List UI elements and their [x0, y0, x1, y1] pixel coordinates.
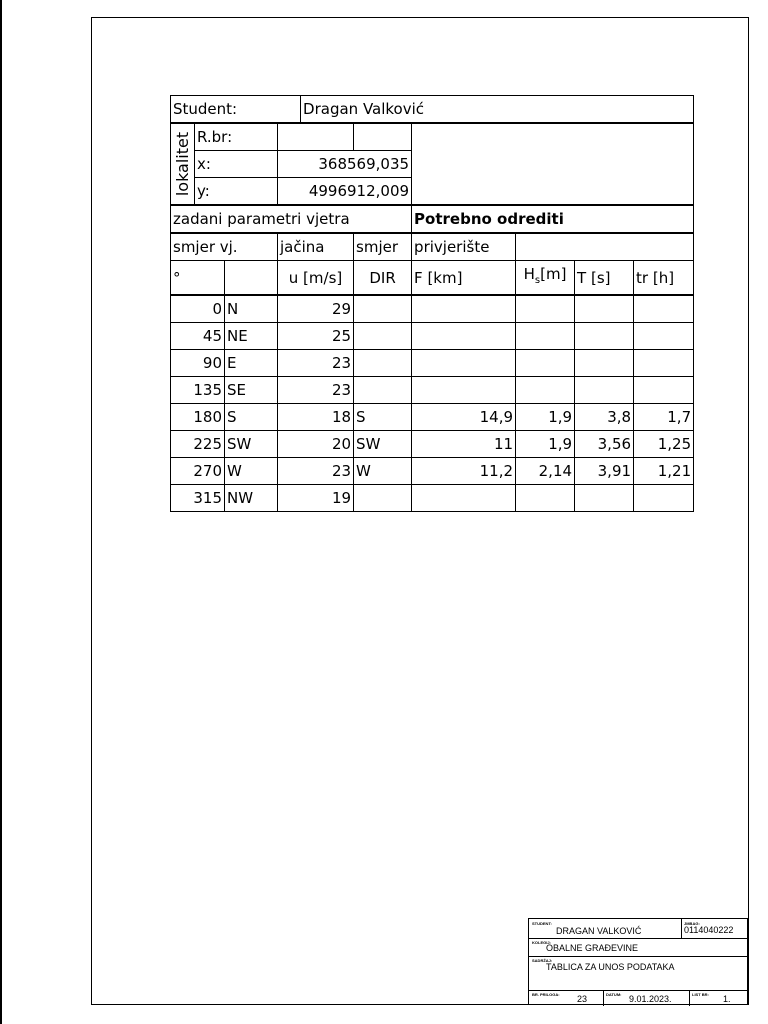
cell-tr — [634, 295, 694, 323]
cell-u: 18 — [278, 404, 354, 431]
student-name: Dragan Valković — [301, 96, 694, 124]
cell-tr — [634, 350, 694, 377]
header-f: F [km] — [412, 261, 516, 296]
x-value: 368569,035 — [278, 151, 412, 178]
cell-tr: 1,25 — [634, 431, 694, 458]
cell-tr — [634, 323, 694, 350]
cell-tr: 1,7 — [634, 404, 694, 431]
tb-sadrzaj-label: SADRŽAJ: — [532, 958, 553, 963]
cell-f — [412, 485, 516, 512]
cell-u: 25 — [278, 323, 354, 350]
hs-unit: [m] — [540, 265, 567, 283]
table-row — [171, 458, 694, 485]
cell-hs: 1,9 — [516, 431, 575, 458]
header-row-2 — [171, 261, 694, 296]
cell-deg: 315 — [171, 485, 225, 512]
table-row — [171, 377, 694, 404]
cell-dir — [354, 323, 412, 350]
cell-f: 14,9 — [412, 404, 516, 431]
cell-hs — [516, 377, 575, 404]
tb-prilog-value: 23 — [577, 994, 588, 1004]
cell-hs — [516, 295, 575, 323]
wind-params-label: zadani parametri vjetra — [171, 205, 412, 233]
cell-deg: 225 — [171, 431, 225, 458]
cell-u: 23 — [278, 458, 354, 485]
cell-u: 19 — [278, 485, 354, 512]
cell-dir-name: N — [225, 295, 278, 323]
cell-f — [412, 350, 516, 377]
cell-deg: 180 — [171, 404, 225, 431]
lokalitet-empty — [412, 123, 694, 205]
rbr-value — [278, 123, 354, 151]
cell-dir: S — [354, 404, 412, 431]
cell-tr: 1,21 — [634, 458, 694, 485]
header-jacina: jačina — [278, 233, 354, 261]
header-hs — [516, 261, 575, 296]
section-header-row — [171, 205, 694, 233]
cell-hs — [516, 485, 575, 512]
cell-hs: 2,14 — [516, 458, 575, 485]
table-row — [171, 323, 694, 350]
cell-dir-name: NE — [225, 323, 278, 350]
tb-jmbag-value: 0114040222 — [684, 925, 734, 935]
data-rows — [171, 295, 694, 512]
header-deg: ° — [171, 261, 225, 296]
tb-kolegij-value: OBALNE GRAĐEVINE — [546, 943, 639, 953]
table-row — [171, 485, 694, 512]
table-row — [171, 350, 694, 377]
header-t: T [s] — [575, 261, 634, 296]
header-empty-2 — [225, 261, 278, 296]
cell-u: 20 — [278, 431, 354, 458]
cell-dir — [354, 485, 412, 512]
header-row-1 — [171, 233, 694, 261]
cell-hs: 1,9 — [516, 404, 575, 431]
cell-dir-name: NW — [225, 485, 278, 512]
cell-hs — [516, 323, 575, 350]
cell-dir-name: SW — [225, 431, 278, 458]
tb-student-label: STUDENT: — [532, 921, 552, 926]
student-label: Student: — [171, 96, 301, 124]
tb-student-value: DRAGAN VALKOVIĆ — [556, 926, 642, 936]
header-smjer-vj: smjer vj. — [171, 233, 278, 261]
rbr-extra — [354, 123, 412, 151]
table-row — [171, 404, 694, 431]
cell-dir-name: SE — [225, 377, 278, 404]
tb-datum-label: DATUM: — [606, 992, 622, 997]
cell-deg: 270 — [171, 458, 225, 485]
header-smjer: smjer — [354, 233, 412, 261]
tb-kolegij-label: KOLEGIJ: — [532, 940, 551, 945]
cell-deg: 0 — [171, 295, 225, 323]
cell-t — [575, 485, 634, 512]
lokalitet-cell — [171, 123, 195, 205]
cell-dir — [354, 295, 412, 323]
rbr-label: R.br: — [195, 123, 278, 151]
rbr-row — [171, 123, 694, 151]
cell-t: 3,56 — [575, 431, 634, 458]
tb-bottom-row — [529, 990, 747, 1006]
table-row — [171, 295, 694, 323]
cell-t — [575, 323, 634, 350]
cell-t — [575, 350, 634, 377]
hs-sub: s — [534, 275, 541, 286]
left-edge-line — [0, 0, 2, 1024]
y-label: y: — [195, 178, 278, 206]
cell-tr — [634, 485, 694, 512]
cell-u: 29 — [278, 295, 354, 323]
cell-deg: 135 — [171, 377, 225, 404]
cell-deg: 90 — [171, 350, 225, 377]
title-block — [528, 918, 748, 1005]
cell-f — [412, 377, 516, 404]
cell-hs — [516, 350, 575, 377]
table-row — [171, 431, 694, 458]
tb-prilog-label: BR. PRILOGA: — [532, 992, 560, 997]
cell-f: 11,2 — [412, 458, 516, 485]
y-value: 4996912,009 — [278, 178, 412, 206]
header-empty — [516, 233, 694, 261]
header-tr: tr [h] — [634, 261, 694, 296]
cell-dir — [354, 377, 412, 404]
cell-u: 23 — [278, 350, 354, 377]
cell-dir: W — [354, 458, 412, 485]
header-privjeriste: privjerište — [412, 233, 516, 261]
tb-list-value: 1. — [723, 994, 731, 1004]
student-row — [171, 96, 694, 124]
tb-jmbag-label: JMBAG: — [684, 921, 700, 926]
tb-divider — [689, 990, 690, 1006]
cell-deg: 45 — [171, 323, 225, 350]
cell-f: 11 — [412, 431, 516, 458]
tb-datum-value: 9.01.2023. — [629, 994, 672, 1004]
cell-t — [575, 377, 634, 404]
hs-main: H — [523, 265, 535, 283]
wind-data-table — [170, 95, 694, 512]
cell-f — [412, 295, 516, 323]
cell-dir — [354, 350, 412, 377]
cell-dir-name: S — [225, 404, 278, 431]
cell-t: 3,91 — [575, 458, 634, 485]
cell-dir-name: W — [225, 458, 278, 485]
tb-divider — [603, 990, 604, 1006]
tb-student-row — [529, 919, 747, 939]
lokalitet-label: lokalitet — [172, 131, 192, 197]
cell-dir-name: E — [225, 350, 278, 377]
header-dir: DIR — [354, 261, 412, 296]
tb-sadrzaj-row — [529, 956, 747, 991]
x-label: x: — [195, 151, 278, 178]
tb-sadrzaj-value: TABLICA ZA UNOS PODATAKA — [546, 962, 675, 972]
cell-t — [575, 295, 634, 323]
tb-list-label: LIST BR: — [692, 992, 709, 997]
header-u: u [m/s] — [278, 261, 354, 296]
cell-f — [412, 323, 516, 350]
cell-t: 3,8 — [575, 404, 634, 431]
tb-kolegij-row — [529, 938, 747, 957]
cell-u: 23 — [278, 377, 354, 404]
tb-divider — [681, 919, 682, 938]
cell-tr — [634, 377, 694, 404]
cell-dir: SW — [354, 431, 412, 458]
to-determine-label: Potrebno odrediti — [412, 205, 694, 233]
